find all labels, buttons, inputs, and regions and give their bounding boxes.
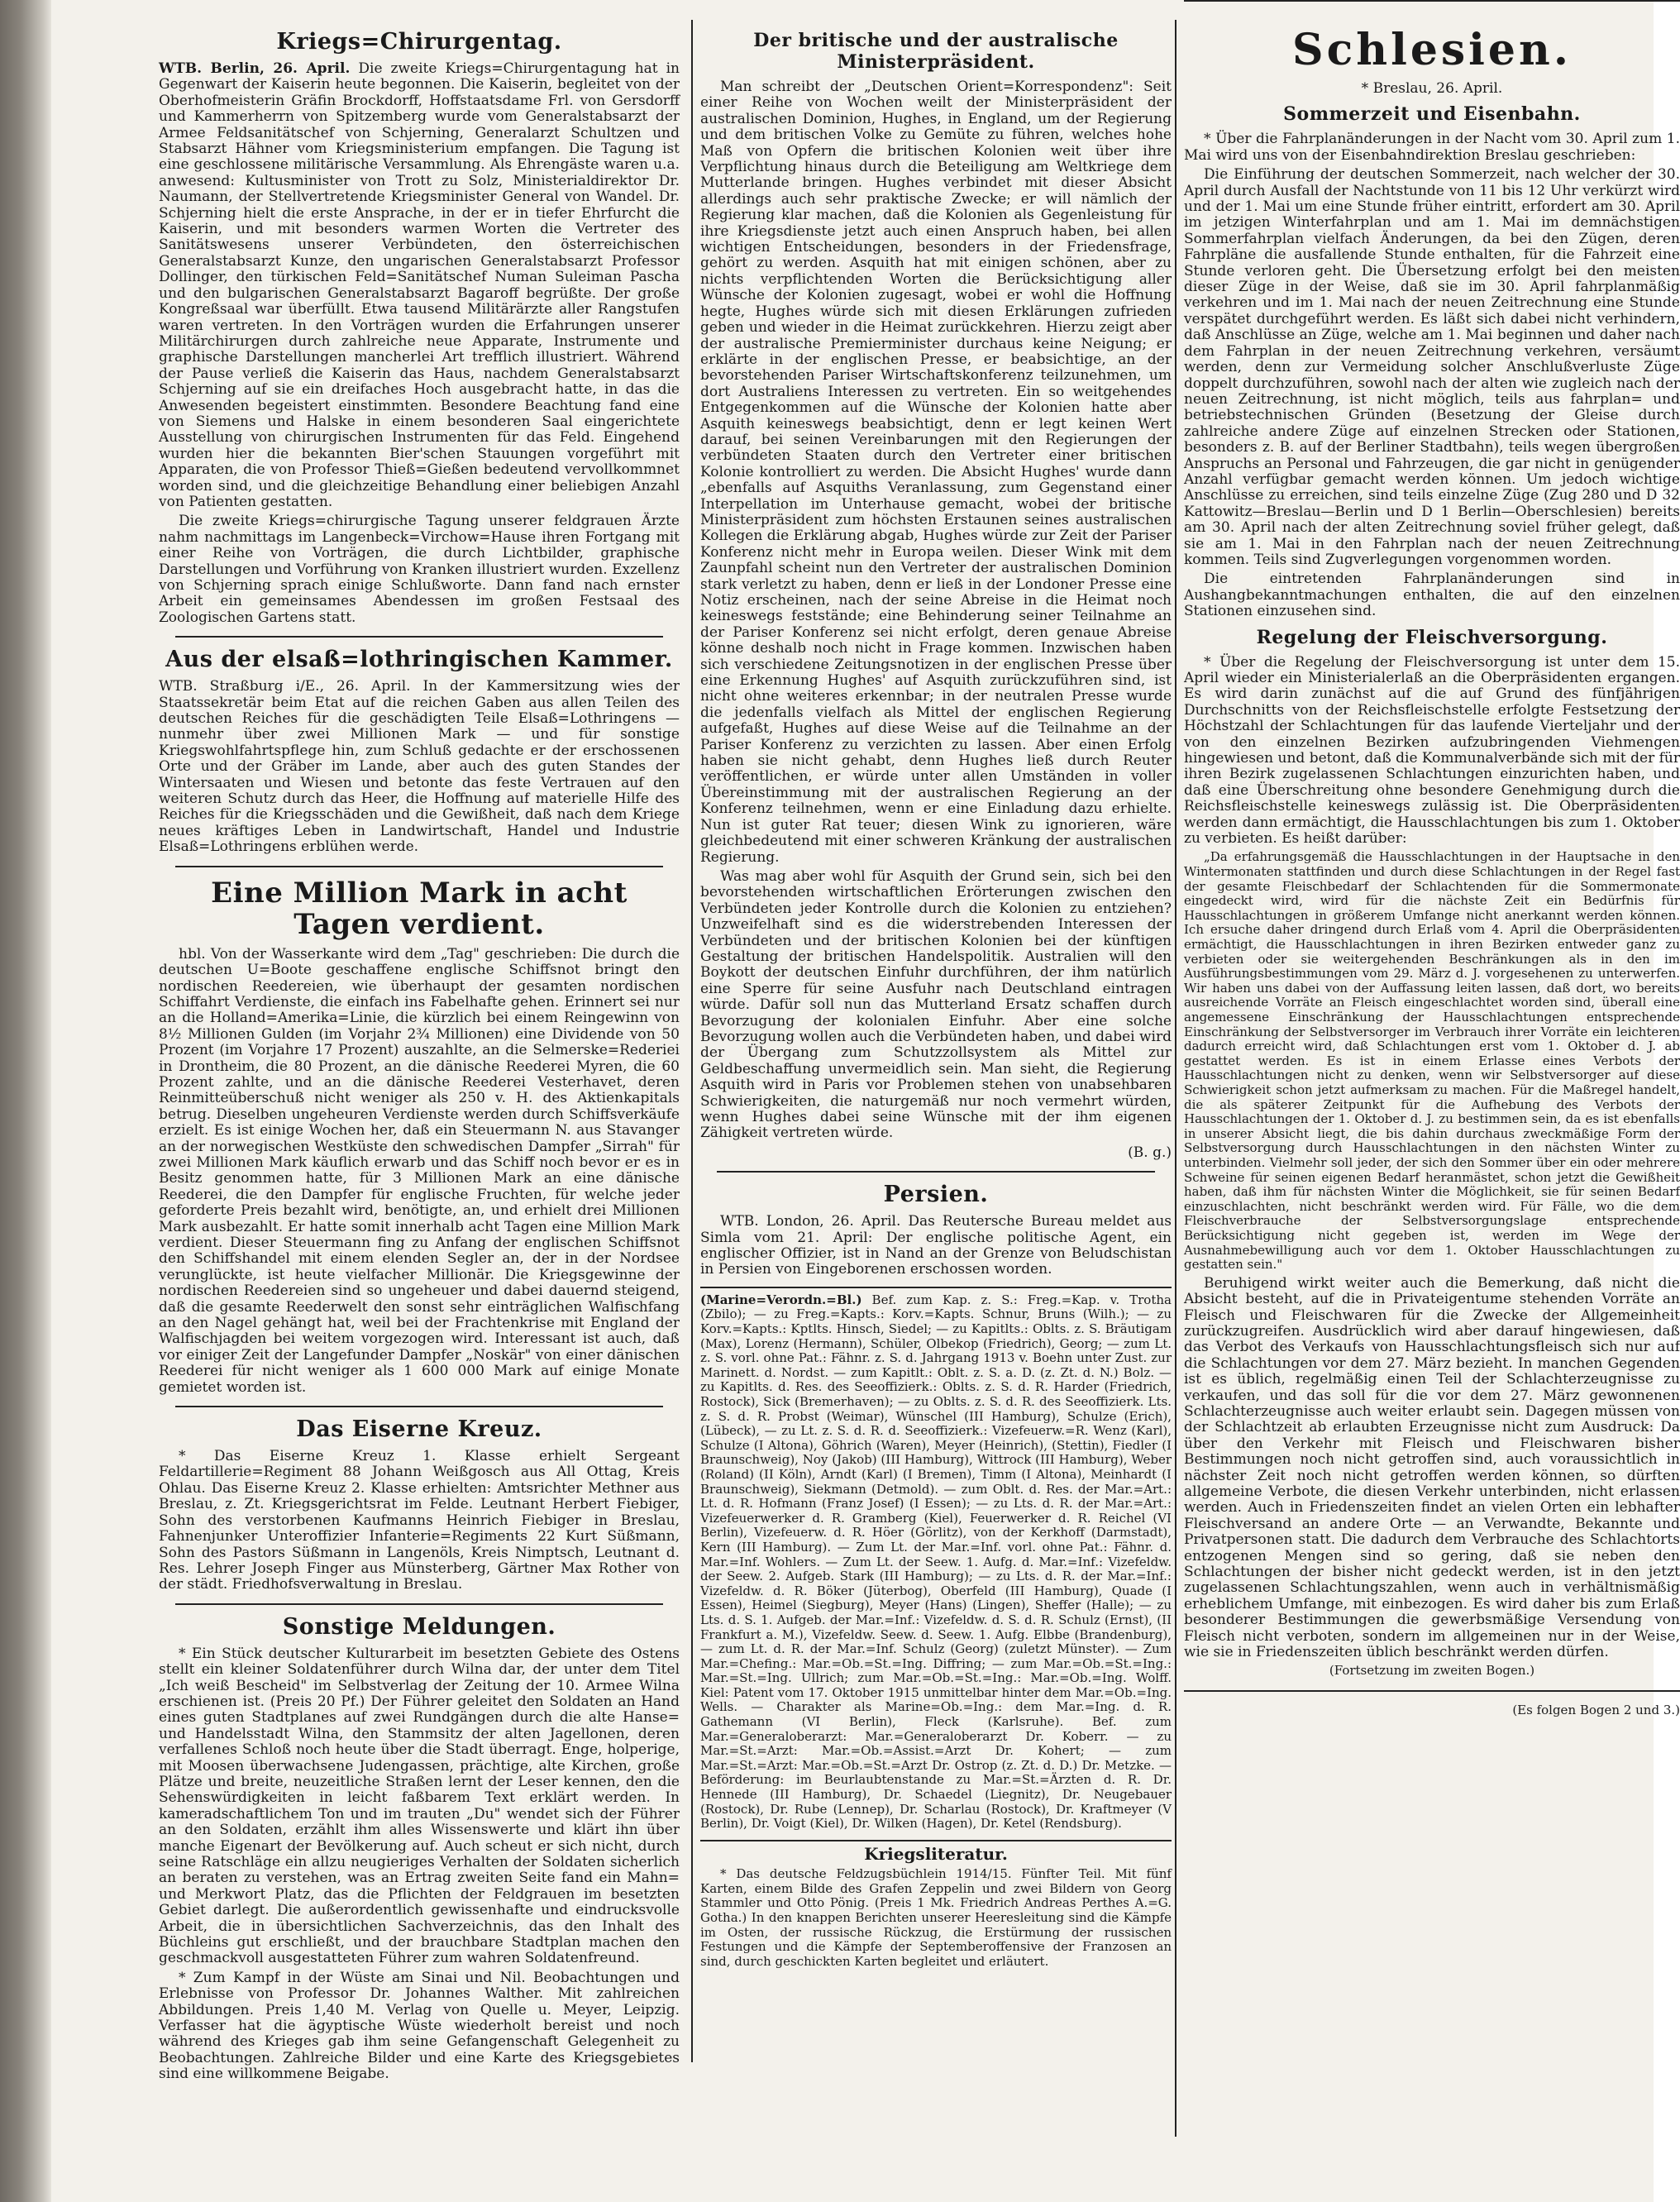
- column-rule-2: [1175, 20, 1176, 2137]
- divider: [175, 1406, 663, 1407]
- headline-persien: Persien.: [883, 1182, 989, 1208]
- divider: [717, 1171, 1155, 1173]
- signature: (B. g.): [1128, 1144, 1172, 1161]
- paragraph-text: In der Kammersitzung wies der Staatssekretär beim Etat auf die reichen Gaben aus allen Teilen des deutschen Reiches für die geschädigten Teile Elsaß=Lothringens — nunmehr über zwei Millionen Mark — und für sonstige Kriegswohlfahrtspflege hin, zum Schluß gedachte er der erschossenen Orte und der Gräber im Lande, aber auch des guten Standes der Wintersaaten und Wiesen und betonte das feste Vertrauen auf den weiteren Schutz durch das Heer, die Hoffnung auf materielle Hilfe des Reiches für die Kriegsschäden und die Gewißheit, daß nach dem Kriege neues kräftiges Leben in Landwirtschaft, Handel und Industrie Elsaß=Lothringens erblühen werde.: [159, 678, 680, 856]
- paragraph: * Über die Fahrplanänderungen in der Nacht vom 30. April zum 1. Mai wird uns von der Eisenbahndirektion Breslau geschrieben:: [1184, 131, 1680, 164]
- paragraph: * Das deutsche Feldzugsbüchlein 1914/15. Fünfter Teil. Mit fünf Karten, einem Bilde des Grafen Zeppelin und zwei Bildern von Georg Stammler und Otto Pönig. (Preis 1 Mk. Friedrich Andreas Perthes A.=G. Gotha.) In den knappen Berichten unserer Heeresleitung sind die Kämpfe im Osten, der russische Rückzug, die Erstürmung der russischen Festungen und die Kämpfe der Septemberoffensive der Franzosen an sind, durch geschickten Karten begleitet und erläutert.: [700, 1866, 1172, 1969]
- divider: [175, 1603, 663, 1605]
- divider: [175, 636, 663, 638]
- paragraph: * Das Eiserne Kreuz 1. Klasse erhielt Sergeant Feldartillerie=Regiment 88 Johann Weißgosch aus All Ottag, Kreis Ohlau. Das Eiserne Kreuz 2. Klasse erhielten: Amtsrichter Methner aus Breslau, z. Zt. Kriegsgerichtsrat im Felde. Leutnant Herbert Fiebiger, Sohn des verstorbenen Kaufmanns Heinrich Fiebiger in Breslau, Fahnenjunker Unteroffizier Infanterie=Regiments 22 Kurt Süßmann, Sohn des Pastors Süßmann in Langenöls, Kreis Nimptsch, Leutnant d. Res. Lehrer Joseph Finger aus Münsterberg, Gärtner Max Rother von der städt. Friedhofsverwaltung in Breslau.: [159, 1448, 680, 1593]
- paragraph-text: Bef. zum Kap. z. S.: Freg.=Kap. v. Trotha (Zbilo); — zu Freg.=Kapts.: Korv.=Kapts. Schnur, Bruns (Wilh.); — zu Korv.=Kapts.: Kptlts. Hinsch, Siedel; — zu Kapitlts.: Oblts. z. S. Bräutigam (Max), Lorenz (Hermann), Schüler, Olbekop (Friedrich), Georg; — zum Lt. z. S. vorl. ohne Pat.: Fähnr. z. S. d. Jahrgang 1913 v. Boehn unter Zust. zur Marinett. d. Nordst. — zum Kapitlt.: Oblt. z. S. a. D. (z. Zt. d. N.) Bolz. — zu Kapitlts. d. Res. des Seeoffizierk.: Oblts. z. S. d. R. Harder (Friedrich, Rostock), Sick (Bremerhaven); — zu Oblts. z. S. d. R. des Seeoffizierk. Lts. z. S. d. R. Probst (Weimar), Wünschel (III Hamburg), Schulze (Erich), (Lübeck), — zu Lt. z. S. d. R. d. Seeoffizierk.: Vizefeuerw.=R. Wenz (Karl), Schulze (I Altona), Göhrich (Waren), Meyer (Heinrich), (Stettin), Fiedler (I Braunschweig), Noy (Jakob) (III Hamburg), Wittrock (III Hamburg), Weber (Roland) (II Köln), Arndt (Karl) (I Bremen), Timm (I Altona), Meinhardt (I Braunschweig), Siekmann (Detmold). — zum Oblt. d. Res. der Mar.=Art.: Lt. d. R. Hofmann (Franz Josef) (I Essen); — zu Lts. d. R. der Mar.=Art.: Vizefeuerwerker d. R. Gramberg (Kiel), Feuerwerker d. R. Reichel (VI Berlin), Vizefeuerw. d. R. Höer (Görlitz), von der Kerkhoff (Darmstadt), Kern (III Hamburg). — Zum Lt. der Mar.=Inf. vorl. ohne Pat.: Fähnr. d. Mar.=Inf. Wohlers. — Zum Lt. der Seew. 1. Aufg. d. Mar.=Inf.: Vizefeldw. der Seew. 2. Aufgeb. Stark (III Hamburg); — zu Lts. d. R. der Mar.=Inf.: Vizefeldw. d. R. Böker (Jüterbog), Oberfeld (III Hamburg), Quade (I Essen), Heimel (Siegburg), Meyer (Hans) (Lingen), Sheffer (Halle); — zu Lts. d. S. 1. Aufgeb. der Mar.=Inf.: Vizefeldw. d. S. d. R. Schulz (Ernst), (II Frankfurt a. M.), Vizefeldw. Seew. d. Seew. 1. Aufg. Elbbe (Brandenburg), — zum Lt. d. R. der Mar.=Inf. Schulz (Georg) (zuletzt Münster). — Zum Mar.=Chefing.: Mar.=Ob.=St.=Ing. Diffring; — zum Mar.=Ob.=St.=Ing.: Mar.=St.=Ing. Ullrich; zum Mar.=Ob.=St.=Ing.: Mar.=Ob.=Ing. Wolff. Kiel: Patent vom 17. Oktober 1915 unmittelbar hinter dem Mar.=Ob.=Ing. Wells. — Charakter als Marine=Ob.=Ing.: dem Mar.=Ing. d. R. Gathemann (VI Berlin), Fleck (Karlsruhe). Bef. zum Mar.=Generaloberarzt: Mar.=Generaloberarzt Dr. Koberr. — zu Mar.=St.=Arzt: Mar.=Ob.=Assist.=Arzt Dr. Kohert; — zum Mar.=St.=Arzt: Mar.=Ob.=St.=Arzt Dr. Ostrop (z. Zt. d. D.) Dr. Metzke. — Beförderung: im Beurlaubtenstande zu Mar.=St.=Ärzten d. R. Dr. Hennede (III Hamburg), Dr. Schaedel (Liegnitz), Dr. Neugebauer (Rostock), Dr. Rube (Lennep), Dr. Scharlau (Rostock), Dr. Kraftmeyer (V Berlin), Dr. Voigt (Kiel), Dr. Wilken (Hagen), Dr. Ketel (Rendsburg).: [700, 1292, 1172, 1832]
- headline-elsass: Aus der elsaß=lothringischen Kammer.: [165, 647, 673, 673]
- headline-million: Eine Million Mark in acht Tagen verdient.: [211, 876, 628, 941]
- newspaper-sheet: [51, 0, 1680, 2202]
- block-title: (Marine=Verordn.=Bl.): [700, 1292, 862, 1307]
- continuation-note: (Fortsetzung im zweiten Bogen.): [1329, 1663, 1535, 1679]
- article-body: [159, 679, 680, 855]
- paragraph: Was mag aber wohl für Asquith der Grund sein, sich bei den bevorstehenden wirtschaftlichen Erörterungen zwischen den Verbündeten jeder Kontrolle durch die Kolonien zu entziehen? Unzweifelhaft sind es die widerstrebenden Interessen der Verbündeten und der britischen Kolonien bei der künftigen Gestaltung der britischen Handelspolitik. Australien will den Boykott der deutschen Einfuhr durchführen, der ihm natürlich eine Sperre für seine Ausfuhr nach Deutschland eintragen würde. Dafür soll nun das Mutterland Ersatz schaffen durch Bevorzugung der kolonialen Einfuhr. Aber eine solche Bevorzugung wollen auch die Verbündeten haben, und dabei wird der Übergang zum Schutzzollsystem als Mittel zur Geldbeschaffung unvermeidlich sein. Man sieht, die Regierung Asquith wird in Paris vor Problemen stehen von unabsehbaren Schwierigkeiten, die naturgemäß nur noch vermehrt würden, wenn Hughes dabei seine Wünsche mit der ihm eigenen Zähigkeit vertreten würde.: [700, 867, 1172, 1142]
- quote-paragraph: „Da erfahrungsgemäß die Hausschlachtungen in der Hauptsache in den Wintermonaten stattfinden und durch diese Schlachtungen in der Regel fast der gesamte Fleischbedarf der Schlachtenden für die Sommermonate eingedeckt wird, wird für die nächste Zeit ein Bedürfnis für Hausschlachtungen in größerem Umfange nicht anerkannt werden können. Ich ersuche daher dringend durch Erlaß vom 4. April die Oberpräsidenten ermächtigt, die Hausschlachtungen in ihren Bezirken entweder ganz zu verbieten oder sie weitergehenden Beschränkungen als in den im Ausführungsbestimmungen vom 29. März d. J. vorgesehenen zu unterwerfen. Wir haben uns dabei von der Auffassung leiten lassen, daß dort, wo bereits ausreichende Vorräte an Fleisch eingeschlachtet worden sind, überall eine angemessene Einschränkung der Hausschlachtungen entsprechende Einschränkung der Selbstversorger im Verbrauch ihrer Vorräte ein leichteren dadurch erreicht wird, daß Schlachtungen erst vom 1. Oktober d. J. ab gestattet werden. Es ist in einem Erlasse eines Verbots der Hausschlachtungen nicht zu denken, wenn wir Selbstversorger auf diese Schwierigkeit schon jetzt aufmerksam zu machen. Für die Maßregel handelt, die als späterer Zeitpunkt für die Aufhebung des Verbots der Hausschlachtungen der 1. Oktober d. J. zu bestimmen sein, da es ist ebenfalls in unserer Absicht liegt, die bis dahin durchaus zweckmäßige Form der Selbstversorgung durch Hausschlachtungen in den nächsten Winter zu unterbinden. Vielmehr soll jeder, der sich den Sommer über ein oder mehrere Schweine für seinen eigenen Bedarf heranmästet, schon jetzt die Gewißheit haben, daß ihm für nächsten Winter die Möglichkeit, sie für seinen Bedarf einzuschlachten, nicht beschränkt werden wird. Für Fälle, wo die dem Fleischverbrauche der Selbstversorgungslage entsprechende Berücksichtigung nicht gegeben ist, werden im Wege der Ausnahmebewilligung auch vor dem 1. Oktober Hausschlachtungen zu gestatten sein.": [1184, 849, 1680, 1273]
- paragraph: WTB. London, 26. April. Das Reutersche Bureau meldet aus Simla vom 21. April: Der englische politische Agent, ein englischer Offizier, ist in Nand an der Grenze von Beludschistan in Persien von Eingeborenen erschossen worden.: [700, 1213, 1172, 1278]
- divider: [1184, 1690, 1680, 1692]
- paragraph: Man schreibt der „Deutschen Orient=Korrespondenz": Seit einer Reihe von Wochen weilt der Ministerpräsident der australischen Dominion, Hughes, in England, um der Regierung und dem britischen Volke zu Gemüte zu führen, welches hohe Maß von Opfern die britischen Kolonien weit über ihre Verpflichtung hinaus durch die Beteiligung am Weltkriege dem Mutterlande bringen. Hughes verbindet mit dieser Absicht allerdings auch sehr praktische Zwecke; er will nämlich der Regierung klar machen, daß die Kolonien als Gegenleistung für ihre Kriegsdienste jetzt auch einen Anspruch haben, bei allen wichtigen Entscheidungen, besonders in der Friedensfrage, gehört zu werden. Asquith hat mit einigen schönen, aber zu nichts verpflichtenden Worten die Berücksichtigung aller Wünsche der Kolonien zugesagt, wobei er wohl die Hoffnung hegte, Hughes würde sich mit diesen Erklärungen zufrieden geben und wieder in die Heimat zurückkehren. Hierzu zeigt aber der australische Premierminister durchaus keine Neigung; er erklärte in der englischen Presse, er beabsichtige, an der bevorstehenden Pariser Wirtschaftskonferenz teilzunehmen, um dort Australiens Interessen zu vertreten. Ein so weitgehendes Entgegenkommen auf die Wünsche der Kolonien hatte aber Asquith keineswegs beabsichtigt, denn er legt keinen Wert darauf, bei seinen Vereinbarungen mit den Regierungen der verbündeten Staaten durch den Vertreter einer britischen Kolonie kontrolliert zu werden. Die Absicht Hughes' wurde dann „ebenfalls auf Asquiths Veranlassung, zum Gegenstand einer Interpellation im Unterhause gemacht, wobei der britische Ministerpräsident zum höchsten Erstaunen seines australischen Kollegen die Erklärung abgab, Hughes würde zur Zeit der Pariser Konferenz nicht mehr in Europa weilen. Dieser Wink mit dem Zaunpfahl scheint nun den Vertreter der australischen Dominion stark verletzt zu haben, denn er ließ in der Londoner Presse eine Notiz erscheinen, nach der seine Abreise in die Heimat noch keineswegs feststände; eine Behinderung seiner Teilnahme an der Pariser Konferenz sei nicht erfolgt, deren genaue Abreise könne deshalb noch nicht in Frage kommen. Inzwischen haben sich verschiedene Zeitungsnotizen in der englischen Presse über eine Erkennung Hughes' auf Asquith zurückzuführen sind, ist nicht ohne weiteres erkennbar; in der neutralen Presse wurde die jedenfalls vielfach als Mittel der englischen Regierung aufgefaßt, Hughes auf diese Weise auf die Teilnahme an der Pariser Konferenz zu verzichten zu lassen. Aber einen Erfolg haben sie nicht gehabt, denn Hughes ließ durch Reuter veröffentlichen, er würde unter allen Umständen in voller Übereinstimmung mit der australischen Regierung an der Konferenz teilnehmen, wenn er eine Einladung dazu erhielte. Nun ist guter Rat teuer; diesen Wink zu ignorieren, wäre gleichbedeutend mit einer schweren Kränkung der australischen Regierung.: [700, 79, 1172, 866]
- headline-sommerzeit: Sommerzeit und Eisenbahn.: [1283, 103, 1581, 126]
- headline-kriegsliteratur: Kriegsliteratur.: [864, 1843, 1008, 1864]
- column-1: [159, 23, 680, 2083]
- headline-sonstige-meldungen: Sonstige Meldungen.: [282, 1613, 556, 1640]
- divider: [175, 866, 663, 867]
- book-binding-edge: [0, 0, 51, 2202]
- top-rule: [1184, 0, 1680, 2]
- article-body: [700, 1293, 1172, 1832]
- paragraph: Die eintretenden Fahrplanänderungen sind in Aushangbekanntmachungen enthalten, die auf den einzelnen Stationen einzusehen sind.: [1184, 571, 1680, 620]
- paragraph: hbl. Von der Wasserkante wird dem „Tag" geschrieben: Die durch die deutschen U=Boote geschaffene englische Schiffsnot bringt den nordischen Reedereien, wie überhaupt der gesamten nordischen Schiffahrt Verdienste, die einfach ins Fabelhafte gehen. Erinnert sei nur an die Holland=Amerika=Linie, die kürzlich bei einem Reingewinn von 8½ Millionen Gulden (im Vorjahr 2¾ Millionen) eine Dividende von 50 Prozent (im Vorjahre 17 Prozent) auszahlte, an die Selmerske=Rederiei in Drontheim, die 80 Prozent, an die dänische Reederei Myren, die 60 Prozent zahlte, und an die dänische Reederei Vesterhavet, deren Reinmitteüberschuß nicht weniger als 250 v. H. des Aktienkapitals betrug. Dieselben ungeheuren Verdienste werden durch Schiffsverkäufe erzielt. Es ist einige Wochen her, daß ein Steuermann N. aus Stavanger an der norwegischen Westküste den schwedischen Dampfer „Sirrah" für zwei Millionen Mark käuflich erwarb und das Schiff noch bevor er es in Besitz genommen hatte, für 3 Millionen Mark an eine dänische Reederei, die den Dampfer für englische Fruchten, für welche jeder geforderte Preis bezahlt wird, benötigte, an, und erhielt drei Millionen Mark ausbezahlt. Er hatte somit innerhalb acht Tagen eine Million Mark verdient. Dieser Steuermann fing zu Anfang der englischen Schiffsnot den Schiffshandel mit einem elenden Segler an, der in der Nordsee verunglückte, ist heute vielfacher Millionär. Die Kriegsgewinne der nordischen Reedereien sind so ungeheuer und dabei dauernd steigend, daß die gesamte Reederwelt den sonst sehr einträglichen Walfischfang an den Nagel gehängt hat, weil bei der Frachtenkrise mit England der Walfischjagden bei weitem vorgezogen wird. Interessant ist auch, daß vor einiger Zeit der Langefunder Dampfer „Noskär" von einer dänischen Reederei für nicht weniger als 1 600 000 Mark auf einige Monate gemietet worden ist.: [159, 945, 680, 1396]
- paragraph: * Zum Kampf in der Wüste am Sinai und Nil. Beobachtungen und Erlebnisse von Professor Dr. Johannes Walther. Mit zahlreichen Abbildungen. Preis 1,40 M. Verlag von Quelle u. Meyer, Leipzig. Verfasser hat die ägyptische Wüste wiederholt bereist und noch während des Krieges gab ihm seine Gefangenschaft Gelegenheit zu Beobachtungen. Zahlreiche Bilder und eine Karte des Kriegsgebietes sind eine willkommene Beigabe.: [159, 1969, 680, 2083]
- paragraph: Die zweite Kriegs=chirurgische Tagung unserer feldgrauen Ärzte nahm nachmittags im Langenbeck=Virchow=Hause ihren Fortgang mit einer Reihe von Vorträgen, die durch Lichtbilder, graphische Darstellungen und Vorführung von Kranken illustriert wurden. Exzellenz von Schjerning sprach einige Schlußworte. Dann fand nach ernster Arbeit ein gemeinsames Abendessen im großen Festsaal des Zoologischen Gartens statt.: [159, 513, 680, 626]
- marine-verordnung-block: [700, 1287, 1172, 1841]
- paragraph: Beruhigend wirkt weiter auch die Bemerkung, daß nicht die Absicht besteht, auf die in Privateigentume stehenden Vorräte an Fleisch und Fleischwaren für die Zwecke der Allgemeinheit zurückzugreifen. Ausdrücklich wird aber darauf hingewiesen, daß das Verbot des Verkaufs von Hausschlachtungsfleisch sich nur auf die Schlachtungen vor dem 27. März bezieht. In manchen Gegenden ist es üblich, regelmäßig einen Teil der Schlachterzeugnisse zu verkaufen, und das soll für die vor dem 27. März gewonnenen Schlachterzeugnisse auch weiter erlaubt sein. Dagegen müssen von der Schlachtzeit ab erlaubten Erzeugnisse nicht zum Ausdruck: Da über den Verkehr mit Fleisch und Fleischwaren bisher Bestimmungen noch nicht getroffen sind, auch voraussichtlich in nächster Zeit noch nicht getroffen werden können, so dürften allgemeine Verbote, die diesen Verkehr unterbinden, nicht erlassen werden. Auch in Friedenszeiten findet an vielen Orten ein lebhafter Fleischversand an andere Orte — an Verwandte, Bekannte und Privatpersonen statt. Die dadurch dem Verbrauche des Schlachtorts entzogenen Mengen sind so gering, daß sie neben den Schlachtungen der bisher nicht gedeckt werden, ist in den jetzt zugelassenen Schlachtungszahlen, wenn auch in verhältnismäßig erheblichem Umfange, mit einbezogen. Es wird daher bis zum Erlaß besonderer Bestimmungen die gewerbsmäßige Versendung von Fleisch nicht verboten, sondern im allgemeinen nur in der Weise, wie sie in Friedenszeiten üblich beschränkt werden dürfen.: [1184, 1274, 1680, 1661]
- paragraph: * Über die Regelung der Fleischversorgung ist unter dem 15. April wieder ein Ministerialerlaß an die Oberpräsidenten ergangen. Es wird darin zunächst auf die auf Grund des fünfjährigen Durchschnitts von der Reichsfleischstelle erfolgte Festsetzung der Höchstzahl der Schlachtungen für das laufende Vierteljahr und der von den einzelnen Bezirken aufzubringenden Viehmengen hingewiesen und betont, daß die Kommunalverbände sich mit der für ihren Bezirk zugelassenen Schlachtungen einzurichten haben, und daß eine Überschreitung ohne besondere Genehmigung durch die Reichsfleischstelle keineswegs zulässig ist. Die Oberpräsidenten werden dann ermächtigt, die Hausschlachtungen bis zum 1. Oktober zu verbieten. Es heißt darüber:: [1184, 653, 1680, 848]
- column-2: [700, 23, 1172, 2140]
- headline-eisernes-kreuz: Das Eiserne Kreuz.: [296, 1416, 542, 1443]
- paragraph-text: Die zweite Kriegs=Chirurgentagung hat in Gegenwart der Kaiserin heute begonnen. Die Kaiserin, begleitet von der Oberhofmeisterin Gräfin Brockdorff, Hoffstaatsdame Frl. von Gersdorff und Kammerherrn von Spitzemberg wurde vom Generalstabsarzt der Armee Feldsanitätschef von Schjerning, Generalarzt Schultzen und Stabsarzt Hähner vom Kriegsministerium empfangen. Die Tagung ist eine geschlossene militärische Versammlung. Als Ehrengäste waren u.a. anwesend: Kultusminister von Trott zu Solz, Ministerialdirektor Dr. Naumann, der Stellvertretende Kriegsminister General von Wandel. Dr. Schjerning hielt die erste Ansprache, in der er in tiefer Ehrfurcht die Kaiserin, und mit besonders warmen Worten die Vertreter des Sanitätswesens unserer Verbündeten, den österreichischen Generalstabsarzt Kunze, den ungarischen Generalstabsarzt Professor Dollinger, den türkischen Feld=Sanitätschef Numan Suleiman Pascha und den bulgarischen Generalstabsarzt Bagaroff begrüßte. Der große Kongreßsaal war überfüllt. Etwa tausend Militärärzte aller Rangstufen waren vertreten. In den Vorträgen wurden die Erfahrungen unserer Militärchirurgen durch zahlreiche neue Apparate, Instrumente und graphische Darstellungen mancherlei Art trefflich illustriert. Während der Pause verließ die Kaiserin das Haus, nachdem Generalstabsarzt Schjerning auf sie ein dreifaches Hoch ausgebracht hatte, in das die Anwesenden begeistert einstimmten. Besondere Beachtung fand eine von Siemens und Halske in einem besonderen Saal eingerichtete Ausstellung von chirurgischen Instrumenten für das Feld. Eingehend wurden hier die bekannten Bier'schen Stauungen vorgeführt mit Apparaten, die von Professor Thieß=Gießen bedeutend vervollkommnet worden sind, und die gleichzeitige Behandlung einer beliebigen Anzahl von Patienten gestatten.: [159, 60, 680, 510]
- paragraph: * Ein Stück deutscher Kulturarbeit im besetzten Gebiete des Ostens stellt ein kleiner Soldatenführer durch Wilna dar, der unter dem Titel „Ich weiß Bescheid" im Selbstverlag der Zeitung der 10. Armee Wilna erschienen ist. (Preis 20 Pf.) Der Führer geleitet den Soldaten an Hand eines guten Stadtplanes auf zwei Rundgängen durch die alte Hanse= und Handelsstadt Wilna, den Stammsitz der alten Jagellonen, deren verfallenes Schloß noch heute über die Stadt überragt. Enge, holperige, mit Moosen überwachsene Judengassen, prächtige, alte Kirchen, große Plätze und breite, neuzeitliche Straßen lernt der Leser kennen, den die Sehenswürdigkeiten in leicht faßbarem Text erklärt werden. In kameradschaftlichem Ton und im trauten „Du" wendet sich der Führer an den Soldaten, erzählt ihm alles Wissenswerte und klärt ihn über manche Eigenart der Bevölkerung auf. Auch scheut er sich nicht, durch seine Ratschläge ein allzu neugieriges Verhalten der Soldaten sicherlich an beraten zu verstehen, was an Ertrag zweiten Seite fand ein Mahn= und Merkwort Platz, das die Pflichten der Feldgrauen im besetzten Gebiet darlegt. Die außerordentlich gewissenhafte und eindrucksvolle Arbeit, die in übersichtlichen Sachverzeichnis, das den Inhalt des Büchleins gut erschließt, und der brauchbare Stadtplan machen den geschmackvoll ausgestatteten Führer zum wahren Soldatenfreund.: [159, 1645, 680, 1967]
- article-body: [159, 61, 680, 510]
- column-rule-1: [691, 20, 693, 2062]
- paragraph: Die Einführung der deutschen Sommerzeit, nach welcher der 30. April durch Ausfall der Nachtstunde von 11 bis 12 Uhr verkürzt wird und der 1. Mai um eine Stunde früher eintritt, erfordert am 30. April im jetzigen Winterfahrplan und am 1. Mai im demnächstigen Sommerfahrplan vielfach Änderungen, da bei den Zügen, deren Fahrpläne die ausfallende Stunde enthalten, für die Fahrzeit eine Stunde verloren geht. Die Übersetzung erfolgt bei den meisten dieser Züge in der Weise, daß sie im 30. April fahrplanmäßig verkehren und im 1. Mai nach der neuen Zeitrechnung eine Stunde verspätet durchgeführt werden. Es läßt sich dabei nicht verhindern, daß Anschlüsse an Züge, welche am 1. Mai beginnen und daher nach dem Fahrplan in der neuen Zeitrechnung verkehren, versäumt werden, denn zur Vermeidung solcher Anschlußverluste Züge doppelt durchzuführen, sowohl nach der alten wie zugleich nach der neuen Zeitrechnung, ist nicht möglich, teils aus fahrplan= und betriebstechnischen Gründen (Besetzung der Gleise durch zahlreiche andere Züge auf einzelnen Strecken oder Stationen, besonders z. B. auf der Berliner Stadtbahn), teils wegen übergroßen Anspruchs an Personal und Fahrzeugen, die gar nicht in genügender Anzahl verfügbar gemacht werden können. Um jedoch wichtige Anschlüsse zu erreichen, sind teils einzelne Züge (Zug 280 und D 32 Kattowitz—Breslau—Berlin und D 1 Berlin—Oberschlesien) bereits am 30. April nach der alten Zeitrechnung soviel früher gelegt, daß sie am 1. Mai in den Fahrplan nach der neuen Zeitrechnung kommen. Teils sind Zugverlegungen vorgenommen worden.: [1184, 166, 1680, 568]
- headline-kriegschirurgentag: Kriegs=Chirurgentag.: [276, 29, 562, 55]
- headline-fleischversorgung: Regelung der Fleischversorgung.: [1256, 626, 1608, 648]
- column-3: [1184, 23, 1680, 2041]
- dateline: WTB. Berlin, 26. April.: [159, 60, 351, 77]
- headline-schlesien: Schlesien.: [1292, 25, 1572, 75]
- dateline: * Breslau, 26. April.: [1361, 80, 1503, 97]
- dateline: WTB. Straßburg i/E., 26. April.: [159, 678, 411, 695]
- headline-britischer-ministerpraesident: Der britische und der australische Ministerpräsident.: [753, 30, 1119, 73]
- page-footer-note: (Es folgen Bogen 2 und 3.): [1512, 1703, 1680, 1718]
